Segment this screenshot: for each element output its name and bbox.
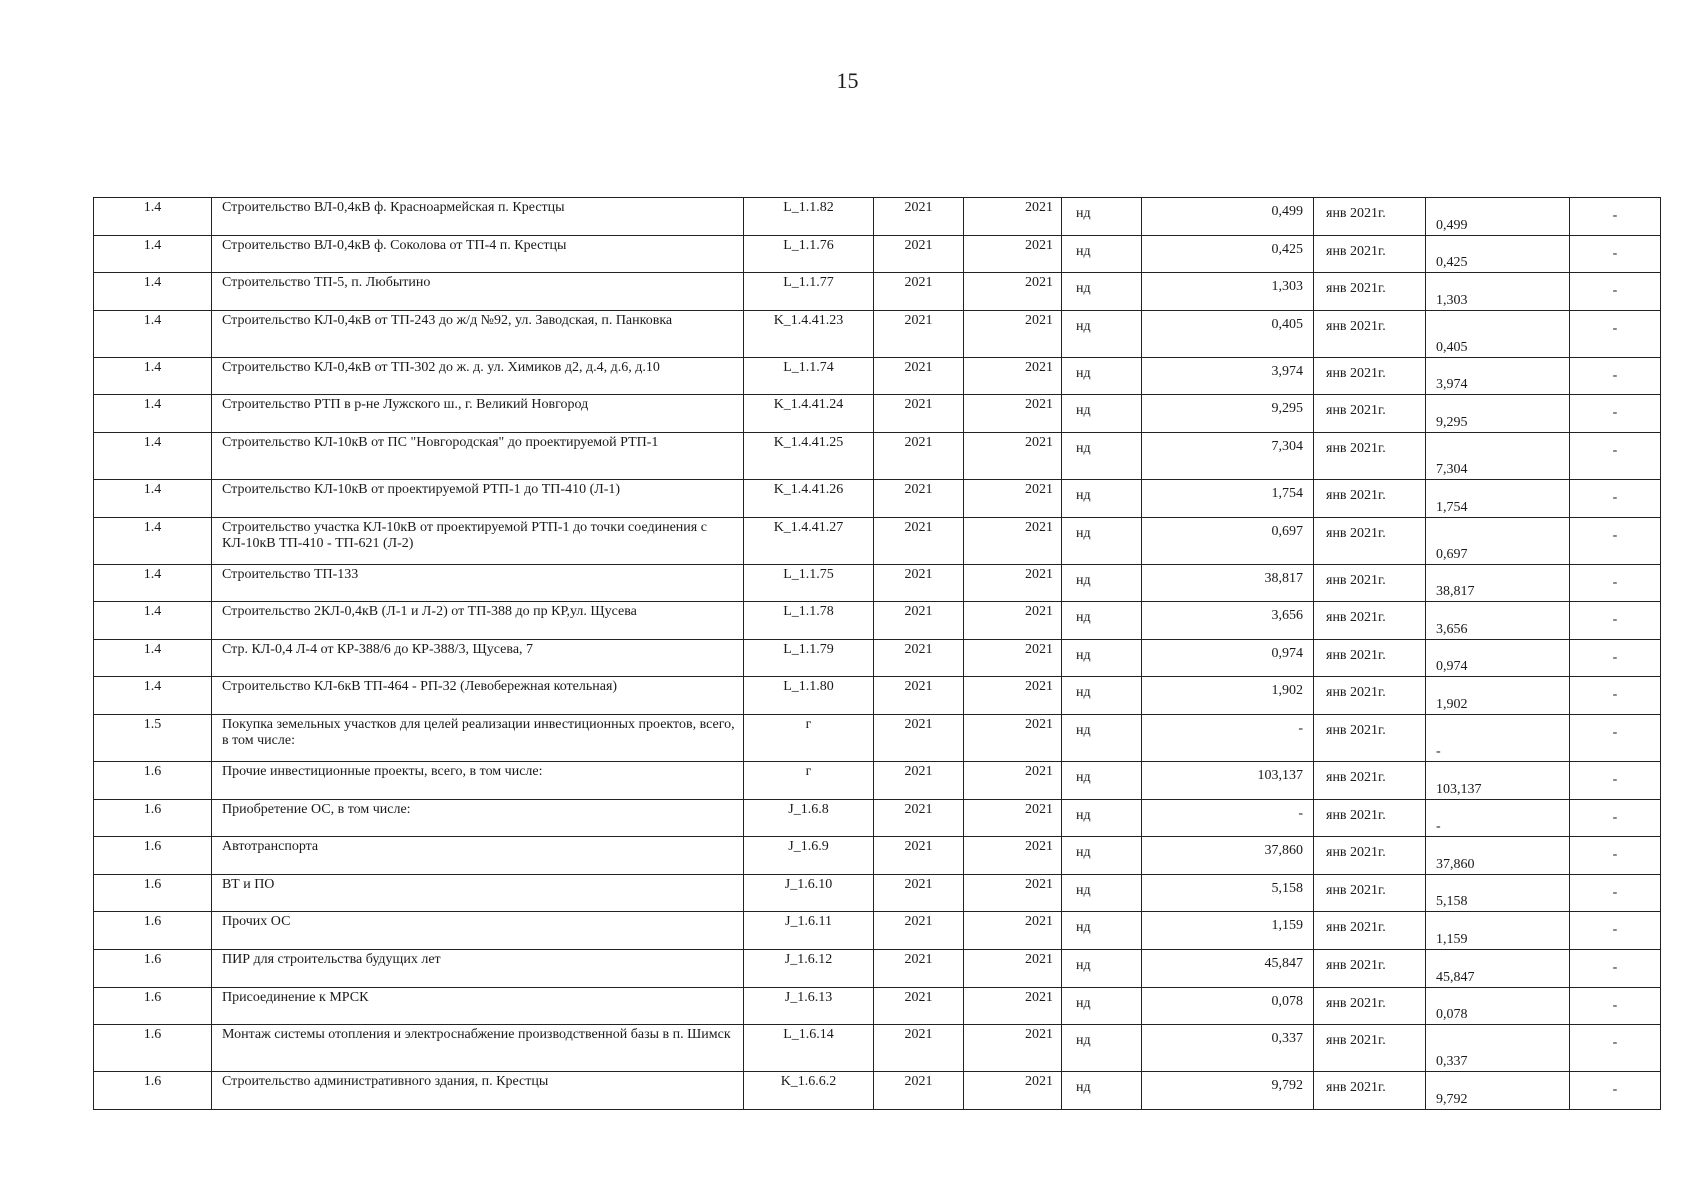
nd-mark: нд [1062,517,1142,564]
item-name: Прочие инвестиционные проекты, всего, в том числе: [212,761,744,799]
item-name: Монтаж системы отопления и электроснабжение производственной базы в п. Шимск [212,1025,744,1072]
end-year: 2021 [964,799,1062,837]
dash-cell: - [1570,714,1661,761]
end-year: 2021 [964,639,1062,677]
table-row [94,564,1661,602]
item-name: Строительство административного здания, п. Крестцы [212,1072,744,1110]
nd-mark: нд [1062,273,1142,311]
end-year: 2021 [964,714,1062,761]
repeat-value: 5,158 [1426,874,1570,912]
dash-cell: - [1570,198,1661,236]
date-cell: янв 2021г. [1314,639,1426,677]
cost-value: - [1142,714,1314,761]
start-year: 2021 [874,874,964,912]
item-code: J_1.6.12 [744,949,874,987]
investment-table [93,197,1661,1110]
item-code: L_1.1.76 [744,235,874,273]
row-number: 1.4 [94,564,212,602]
table-row [94,837,1661,875]
row-number: 1.4 [94,357,212,395]
item-name: ПИР для строительства будущих лет [212,949,744,987]
date-cell: янв 2021г. [1314,837,1426,875]
table-row [94,395,1661,433]
start-year: 2021 [874,677,964,715]
item-code: L_1.1.80 [744,677,874,715]
start-year: 2021 [874,235,964,273]
date-cell: янв 2021г. [1314,761,1426,799]
row-number: 1.6 [94,987,212,1025]
item-code: L_1.1.77 [744,273,874,311]
end-year: 2021 [964,602,1062,640]
date-cell: янв 2021г. [1314,517,1426,564]
nd-mark: нд [1062,602,1142,640]
end-year: 2021 [964,761,1062,799]
table-row [94,714,1661,761]
start-year: 2021 [874,310,964,357]
nd-mark: нд [1062,912,1142,950]
end-year: 2021 [964,479,1062,517]
repeat-value: 0,499 [1426,198,1570,236]
dash-cell: - [1570,517,1661,564]
date-cell: янв 2021г. [1314,874,1426,912]
date-cell: янв 2021г. [1314,357,1426,395]
date-cell: янв 2021г. [1314,1072,1426,1110]
table-row [94,602,1661,640]
dash-cell: - [1570,912,1661,950]
nd-mark: нд [1062,395,1142,433]
item-code: K_1.4.41.25 [744,432,874,479]
item-code: J_1.6.9 [744,837,874,875]
item-name: Строительство ВЛ-0,4кВ ф. Соколова от ТП-4 п. Крестцы [212,235,744,273]
cost-value: - [1142,799,1314,837]
table-row [94,1025,1661,1072]
item-code: K_1.4.41.26 [744,479,874,517]
start-year: 2021 [874,799,964,837]
start-year: 2021 [874,1025,964,1072]
item-name: Прочих ОС [212,912,744,950]
end-year: 2021 [964,837,1062,875]
table-row [94,479,1661,517]
item-code: L_1.1.75 [744,564,874,602]
cost-value: 1,303 [1142,273,1314,311]
dash-cell: - [1570,602,1661,640]
repeat-value: 0,974 [1426,639,1570,677]
item-name: Строительство РТП в р-не Лужского ш., г. Великий Новгород [212,395,744,433]
row-number: 1.4 [94,395,212,433]
date-cell: янв 2021г. [1314,564,1426,602]
nd-mark: нд [1062,1072,1142,1110]
item-code: г [744,714,874,761]
end-year: 2021 [964,198,1062,236]
table-row [94,517,1661,564]
nd-mark: нд [1062,479,1142,517]
dash-cell: - [1570,799,1661,837]
repeat-value: - [1426,799,1570,837]
cost-value: 1,159 [1142,912,1314,950]
cost-value: 38,817 [1142,564,1314,602]
end-year: 2021 [964,912,1062,950]
item-code: L_1.1.82 [744,198,874,236]
cost-value: 103,137 [1142,761,1314,799]
repeat-value: 0,405 [1426,310,1570,357]
item-name: Присоединение к МРСК [212,987,744,1025]
table-body [94,198,1661,1110]
date-cell: янв 2021г. [1314,949,1426,987]
row-number: 1.4 [94,273,212,311]
date-cell: янв 2021г. [1314,987,1426,1025]
date-cell: янв 2021г. [1314,799,1426,837]
date-cell: янв 2021г. [1314,714,1426,761]
dash-cell: - [1570,432,1661,479]
cost-value: 0,405 [1142,310,1314,357]
table-row [94,874,1661,912]
cost-value: 0,499 [1142,198,1314,236]
row-number: 1.4 [94,479,212,517]
cost-value: 0,078 [1142,987,1314,1025]
dash-cell: - [1570,677,1661,715]
start-year: 2021 [874,564,964,602]
nd-mark: нд [1062,198,1142,236]
nd-mark: нд [1062,949,1142,987]
repeat-value: 1,159 [1426,912,1570,950]
end-year: 2021 [964,395,1062,433]
dash-cell: - [1570,639,1661,677]
dash-cell: - [1570,235,1661,273]
row-number: 1.6 [94,837,212,875]
item-name: Строительство ТП-5, п. Любытино [212,273,744,311]
start-year: 2021 [874,479,964,517]
start-year: 2021 [874,761,964,799]
item-code: L_1.6.14 [744,1025,874,1072]
item-name: Строительство участка КЛ-10кВ от проектируемой РТП-1 до точки соединения с КЛ-10кВ ТП-410 - ТП-621 (Л-2) [212,517,744,564]
end-year: 2021 [964,1072,1062,1110]
nd-mark: нд [1062,1025,1142,1072]
cost-value: 45,847 [1142,949,1314,987]
row-number: 1.6 [94,1025,212,1072]
row-number: 1.6 [94,761,212,799]
row-number: 1.6 [94,912,212,950]
row-number: 1.4 [94,677,212,715]
repeat-value: 45,847 [1426,949,1570,987]
table-row [94,987,1661,1025]
row-number: 1.6 [94,799,212,837]
item-code: K_1.6.6.2 [744,1072,874,1110]
row-number: 1.5 [94,714,212,761]
row-number: 1.4 [94,517,212,564]
nd-mark: нд [1062,357,1142,395]
cost-value: 1,902 [1142,677,1314,715]
item-name: Строительство КЛ-10кВ от ПС "Новгородская" до проектируемой РТП-1 [212,432,744,479]
cost-value: 37,860 [1142,837,1314,875]
item-name: Строительство КЛ-10кВ от проектируемой РТП-1 до ТП-410 (Л-1) [212,479,744,517]
repeat-value: 0,425 [1426,235,1570,273]
date-cell: янв 2021г. [1314,1025,1426,1072]
item-name: Приобретение ОС, в том числе: [212,799,744,837]
nd-mark: нд [1062,799,1142,837]
nd-mark: нд [1062,432,1142,479]
item-name: Строительство 2КЛ-0,4кВ (Л-1 и Л-2) от ТП-388 до пр КР,ул. Щусева [212,602,744,640]
end-year: 2021 [964,677,1062,715]
item-code: K_1.4.41.27 [744,517,874,564]
end-year: 2021 [964,1025,1062,1072]
item-name: Стр. КЛ-0,4 Л-4 от КР-388/6 до КР-388/3, Щусева, 7 [212,639,744,677]
nd-mark: нд [1062,639,1142,677]
row-number: 1.6 [94,949,212,987]
start-year: 2021 [874,273,964,311]
item-name: Строительство КЛ-0,4кВ от ТП-243 до ж/д №92, ул. Заводская, п. Панковка [212,310,744,357]
item-code: L_1.1.74 [744,357,874,395]
page-number: 15 [836,68,859,93]
end-year: 2021 [964,517,1062,564]
start-year: 2021 [874,987,964,1025]
repeat-value: 37,860 [1426,837,1570,875]
dash-cell: - [1570,761,1661,799]
table-row [94,799,1661,837]
dash-cell: - [1570,395,1661,433]
table-row [94,761,1661,799]
end-year: 2021 [964,987,1062,1025]
item-code: J_1.6.10 [744,874,874,912]
cost-value: 5,158 [1142,874,1314,912]
table-row [94,949,1661,987]
date-cell: янв 2021г. [1314,198,1426,236]
item-name: ВТ и ПО [212,874,744,912]
date-cell: янв 2021г. [1314,273,1426,311]
dash-cell: - [1570,837,1661,875]
row-number: 1.4 [94,310,212,357]
item-name: Строительство ВЛ-0,4кВ ф. Красноармейская п. Крестцы [212,198,744,236]
start-year: 2021 [874,949,964,987]
nd-mark: нд [1062,714,1142,761]
date-cell: янв 2021г. [1314,602,1426,640]
dash-cell: - [1570,273,1661,311]
date-cell: янв 2021г. [1314,479,1426,517]
nd-mark: нд [1062,761,1142,799]
end-year: 2021 [964,874,1062,912]
date-cell: янв 2021г. [1314,235,1426,273]
end-year: 2021 [964,357,1062,395]
dash-cell: - [1570,1025,1661,1072]
item-code: K_1.4.41.23 [744,310,874,357]
repeat-value: 1,902 [1426,677,1570,715]
item-code: J_1.6.8 [744,799,874,837]
start-year: 2021 [874,639,964,677]
repeat-value: 9,792 [1426,1072,1570,1110]
row-number: 1.4 [94,639,212,677]
date-cell: янв 2021г. [1314,310,1426,357]
table-row [94,639,1661,677]
start-year: 2021 [874,432,964,479]
row-number: 1.6 [94,874,212,912]
cost-value: 1,754 [1142,479,1314,517]
nd-mark: нд [1062,677,1142,715]
item-code: J_1.6.13 [744,987,874,1025]
end-year: 2021 [964,564,1062,602]
item-name: Автотранспорта [212,837,744,875]
cost-value: 7,304 [1142,432,1314,479]
dash-cell: - [1570,564,1661,602]
repeat-value: 0,697 [1426,517,1570,564]
start-year: 2021 [874,517,964,564]
dash-cell: - [1570,949,1661,987]
date-cell: янв 2021г. [1314,395,1426,433]
dash-cell: - [1570,357,1661,395]
item-code: L_1.1.79 [744,639,874,677]
table-row [94,198,1661,236]
cost-value: 3,656 [1142,602,1314,640]
repeat-value: 1,754 [1426,479,1570,517]
cost-value: 0,697 [1142,517,1314,564]
cost-value: 0,425 [1142,235,1314,273]
nd-mark: нд [1062,874,1142,912]
table-row [94,357,1661,395]
end-year: 2021 [964,949,1062,987]
table-row [94,677,1661,715]
row-number: 1.4 [94,198,212,236]
row-number: 1.4 [94,432,212,479]
nd-mark: нд [1062,837,1142,875]
repeat-value: 38,817 [1426,564,1570,602]
repeat-value: - [1426,714,1570,761]
dash-cell: - [1570,987,1661,1025]
repeat-value: 1,303 [1426,273,1570,311]
table-row [94,310,1661,357]
nd-mark: нд [1062,310,1142,357]
row-number: 1.6 [94,1072,212,1110]
start-year: 2021 [874,714,964,761]
dash-cell: - [1570,479,1661,517]
item-code: K_1.4.41.24 [744,395,874,433]
cost-value: 3,974 [1142,357,1314,395]
start-year: 2021 [874,395,964,433]
date-cell: янв 2021г. [1314,912,1426,950]
item-code: г [744,761,874,799]
item-code: J_1.6.11 [744,912,874,950]
item-name: Покупка земельных участков для целей реализации инвестиционных проектов, всего, в том числе: [212,714,744,761]
item-name: Строительство КЛ-6кВ ТП-464 - РП-32 (Левобережная котельная) [212,677,744,715]
end-year: 2021 [964,235,1062,273]
end-year: 2021 [964,310,1062,357]
row-number: 1.4 [94,235,212,273]
cost-value: 9,295 [1142,395,1314,433]
table-row [94,432,1661,479]
end-year: 2021 [964,432,1062,479]
start-year: 2021 [874,1072,964,1110]
dash-cell: - [1570,1072,1661,1110]
cost-value: 0,974 [1142,639,1314,677]
start-year: 2021 [874,357,964,395]
end-year: 2021 [964,273,1062,311]
start-year: 2021 [874,837,964,875]
table-row [94,912,1661,950]
start-year: 2021 [874,602,964,640]
dash-cell: - [1570,874,1661,912]
date-cell: янв 2021г. [1314,432,1426,479]
nd-mark: нд [1062,987,1142,1025]
repeat-value: 3,974 [1426,357,1570,395]
repeat-value: 7,304 [1426,432,1570,479]
table-row [94,273,1661,311]
repeat-value: 0,337 [1426,1025,1570,1072]
item-code: L_1.1.78 [744,602,874,640]
row-number: 1.4 [94,602,212,640]
start-year: 2021 [874,198,964,236]
dash-cell: - [1570,310,1661,357]
cost-value: 9,792 [1142,1072,1314,1110]
start-year: 2021 [874,912,964,950]
repeat-value: 3,656 [1426,602,1570,640]
table-row [94,235,1661,273]
repeat-value: 0,078 [1426,987,1570,1025]
item-name: Строительство КЛ-0,4кВ от ТП-302 до ж. д. ул. Химиков д2, д.4, д.6, д.10 [212,357,744,395]
date-cell: янв 2021г. [1314,677,1426,715]
nd-mark: нд [1062,235,1142,273]
cost-value: 0,337 [1142,1025,1314,1072]
repeat-value: 9,295 [1426,395,1570,433]
table-row [94,1072,1661,1110]
nd-mark: нд [1062,564,1142,602]
item-name: Строительство ТП-133 [212,564,744,602]
repeat-value: 103,137 [1426,761,1570,799]
